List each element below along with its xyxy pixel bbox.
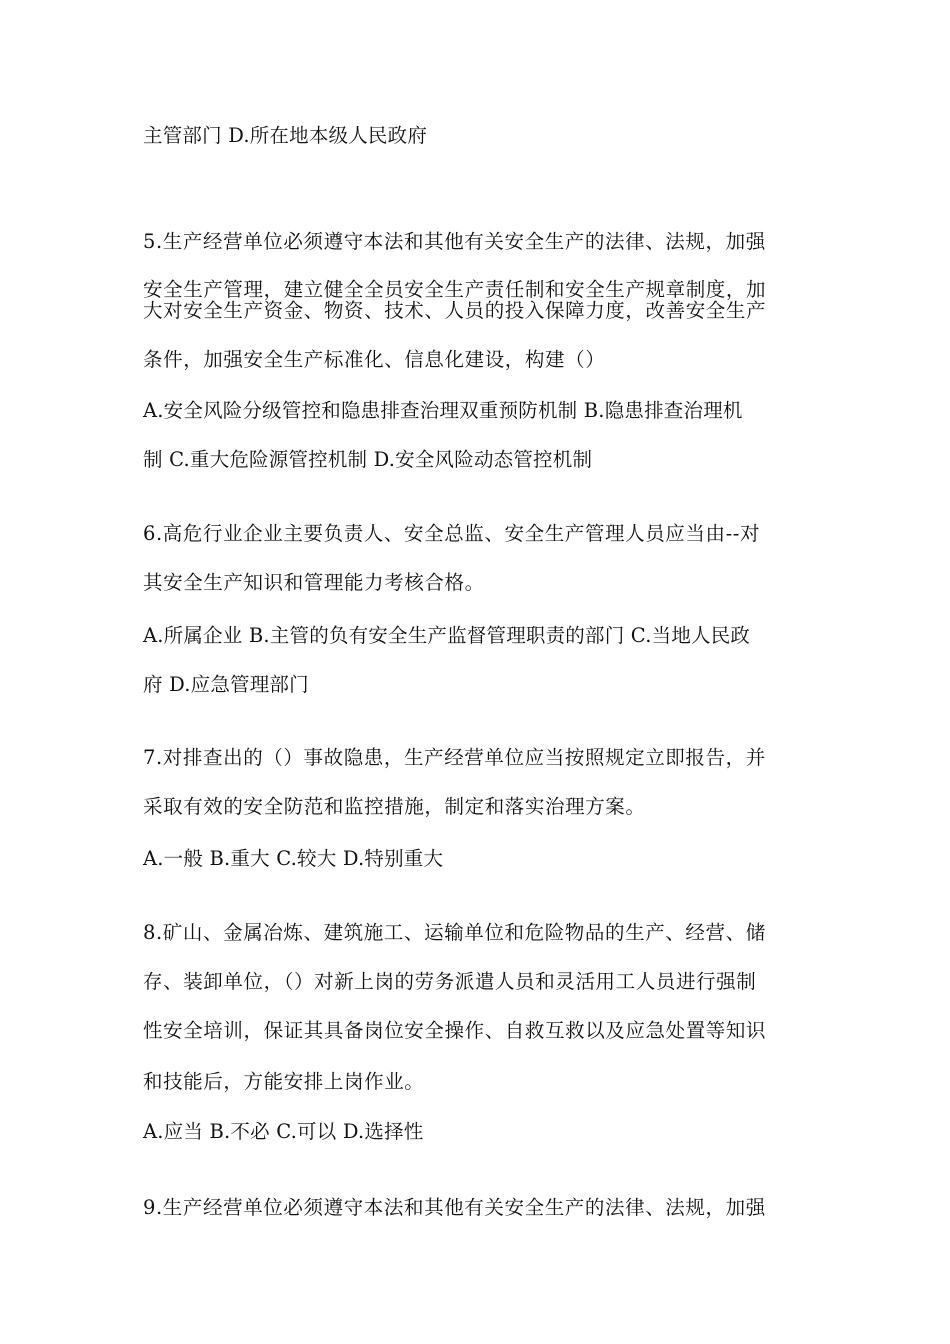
question-8-line-2: 存、装卸单位，（）对新上岗的劳务派遣人员和灵活用工人员进行强制 [143, 970, 757, 993]
question-7-options: A.一般 B.重大 C.较大 D.特别重大 [143, 847, 444, 870]
question-5-line-3: 大对安全生产资金、物资、技术、人员的投入保障力度，改善安全生产 [143, 299, 767, 322]
question-6-line-1: 6.高危行业企业主要负责人、安全总监、安全生产管理人员应当由--对 [143, 522, 761, 545]
question-6-options-line-2: 府 D.应急管理部门 [143, 673, 309, 696]
question-6-line-2: 其安全生产知识和管理能力考核合格。 [143, 571, 485, 594]
question-7-line-1: 7.对排查出的（）事故隐患，生产经营单位应当按照规定立即报告，并 [143, 746, 766, 769]
question-7-line-2: 采取有效的安全防范和监控措施，制定和落实治理方案。 [143, 795, 646, 818]
question-5-options-line-1: A.安全风险分级管控和隐患排查治理双重预防机制 B.隐患排查治理机 [143, 399, 743, 422]
question-8-line-4: 和技能后，方能安排上岗作业。 [143, 1070, 425, 1093]
question-5-line-2: 安全生产管理，建立健全全员安全生产责任制和安全生产规章制度，加 [143, 278, 767, 301]
question-6-options-line-1: A.所属企业 B.主管的负有安全生产监督管理职责的部门 C.当地人民政 [143, 624, 751, 647]
question-8-line-1: 8.矿山、金属冶炼、建筑施工、运输单位和危险物品的生产、经营、储 [143, 921, 766, 944]
question-5-line-1: 5.生产经营单位必须遵守本法和其他有关安全生产的法律、法规，加强 [143, 230, 766, 253]
question-5-line-4: 条件，加强安全生产标准化、信息化建设，构建（） [143, 348, 606, 371]
question-8-line-3: 性安全培训，保证其具备岗位安全操作、自救互救以及应急处置等知识 [143, 1019, 767, 1042]
question-5-options-line-2: 制 C.重大危险源管控机制 D.安全风险动态管控机制 [143, 448, 593, 471]
question-8-options: A.应当 B.不必 C.可以 D.选择性 [143, 1120, 424, 1143]
option-line: 主管部门 D.所在地本级人民政府 [143, 124, 428, 147]
question-9-line-1: 9.生产经营单位必须遵守本法和其他有关安全生产的法律、法规，加强 [143, 1196, 766, 1219]
